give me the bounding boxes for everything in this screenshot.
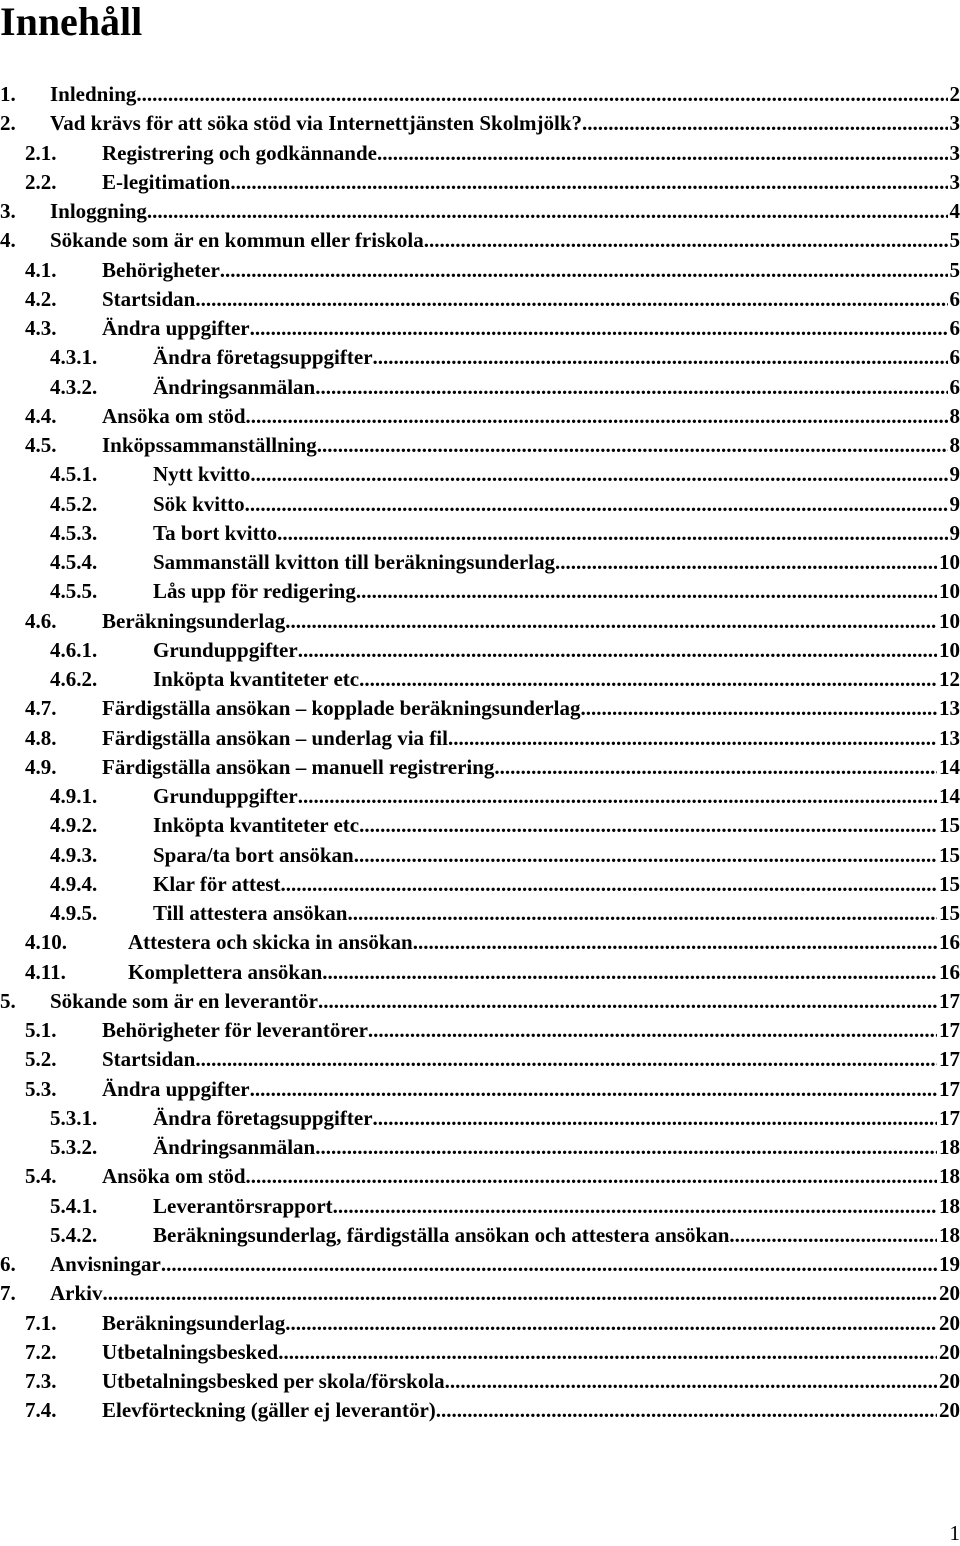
toc-entry-page: 9 — [949, 520, 960, 545]
toc-entry-number: 4.6. — [25, 608, 57, 633]
toc-leader-dots — [277, 519, 947, 548]
toc-entry-page: 5 — [949, 228, 960, 253]
toc-leader-dots — [103, 1279, 938, 1308]
toc-leader-dots — [359, 811, 937, 840]
toc-leader-dots — [582, 109, 947, 138]
toc-leader-dots — [368, 1016, 937, 1045]
toc-entry-page: 5 — [949, 257, 960, 282]
toc-entry-label: Sökande som är en kommun eller friskola — [50, 228, 424, 253]
toc-entry-page: 13 — [939, 696, 960, 721]
toc-entry[interactable] — [0, 899, 960, 928]
toc-entry[interactable] — [0, 782, 960, 811]
toc-entry-page: 3 — [949, 111, 960, 136]
toc-leader-dots — [285, 607, 937, 636]
toc-entry-label: Inloggning — [50, 199, 147, 223]
toc-entry-number: 2.1. — [25, 140, 57, 165]
toc-leader-dots — [250, 1075, 937, 1104]
toc-entry[interactable] — [0, 1309, 960, 1338]
toc-entry-page: 4 — [949, 199, 960, 223]
toc-entry-page: 3 — [949, 169, 960, 194]
toc-entry-label: Ändra uppgifter — [102, 1076, 250, 1101]
toc-leader-dots — [250, 460, 947, 489]
toc-entry-page: 20 — [939, 1339, 960, 1364]
toc-entry-number: 5.1. — [25, 1018, 57, 1042]
toc-leader-dots — [195, 285, 947, 314]
toc-entry-label: Vad krävs för att söka stöd via Internettjänsten Skolmjölk? — [50, 111, 583, 136]
toc-leader-dots — [555, 548, 937, 577]
toc-entry[interactable] — [0, 958, 960, 987]
toc-entry[interactable] — [0, 1075, 960, 1104]
toc-entry-page: 10 — [939, 637, 960, 662]
toc-entry-page: 15 — [939, 871, 960, 896]
toc-leader-dots — [278, 1338, 937, 1367]
toc-leader-dots — [318, 987, 937, 1016]
toc-entry-label: Ändra företagsuppgifter — [153, 1105, 373, 1130]
toc-leader-dots — [220, 256, 948, 285]
toc-entry-page: 10 — [939, 550, 960, 574]
toc-leader-dots — [317, 431, 948, 460]
toc-entry-number: 4.9.1. — [50, 784, 98, 808]
toc-entry-label: Ta bort kvitto — [153, 520, 278, 545]
toc-entry-number: 5.4.2. — [50, 1222, 98, 1247]
toc-entry-label: Utbetalningsbesked per skola/förskola — [102, 1369, 445, 1393]
toc-entry-page: 18 — [939, 1193, 960, 1218]
toc-leader-dots — [413, 928, 937, 957]
toc-entry-number: 5. — [0, 988, 16, 1013]
toc-entry-number: 7.1. — [25, 1310, 57, 1335]
toc-entry-number: 5.4.1. — [50, 1193, 98, 1218]
toc-entry-label: Leverantörsrapport — [153, 1193, 333, 1218]
toc-entry-page: 20 — [939, 1369, 960, 1393]
toc-entry-page: 16 — [939, 959, 960, 984]
toc-entry-page: 15 — [939, 901, 960, 925]
toc-entry-number: 4.2. — [25, 286, 57, 311]
toc-entry[interactable] — [0, 226, 960, 255]
toc-entry-label: Klar för attest — [153, 871, 281, 896]
toc-entry-page: 17 — [939, 1047, 960, 1072]
toc-entry[interactable] — [0, 928, 960, 957]
toc-entry-label: E-legitimation — [102, 169, 231, 194]
toc-entry-number: 4.6.2. — [50, 667, 98, 691]
toc-entry-label: Nytt kvitto — [153, 462, 251, 487]
toc-entry-page: 10 — [939, 579, 960, 604]
toc-entry[interactable] — [0, 694, 960, 723]
toc-entry-page: 15 — [939, 813, 960, 838]
toc-entry-label: Arkiv — [50, 1281, 103, 1306]
toc-entry-page: 14 — [939, 784, 960, 808]
toc-entry-number: 4.5.2. — [50, 491, 98, 516]
toc-entry[interactable] — [0, 665, 960, 694]
toc-entry-number: 4.3.2. — [50, 374, 98, 399]
toc-leader-dots — [281, 870, 937, 899]
toc-entry-number: 5.3.2. — [50, 1135, 98, 1159]
toc-entry-number: 4.5.5. — [50, 579, 98, 604]
toc-entry[interactable] — [0, 1162, 960, 1191]
toc-entry-page: 17 — [939, 988, 960, 1013]
toc-entry-label: Inköpssammanställning — [102, 433, 317, 457]
toc-leader-dots — [322, 958, 937, 987]
toc-entry-number: 4.5. — [25, 433, 57, 457]
toc-entry[interactable] — [0, 285, 960, 314]
toc-entry-label: Attestera och skicka in ansökan — [128, 930, 413, 955]
toc-entry[interactable] — [0, 431, 960, 460]
toc-entry[interactable] — [0, 841, 960, 870]
toc-entry-number: 5.4. — [25, 1164, 57, 1189]
toc-entry-number: 7.2. — [25, 1339, 57, 1364]
toc-entry-number: 5.2. — [25, 1047, 57, 1072]
toc-entry[interactable] — [0, 1104, 960, 1133]
toc-entry-number: 7. — [0, 1281, 16, 1306]
toc-entry-label: Komplettera ansökan — [128, 959, 323, 984]
toc-entry-label: Inköpta kvantiteter etc — [153, 813, 360, 838]
toc-entry-number: 5.3. — [25, 1076, 57, 1101]
toc-entry-number: 7.4. — [25, 1398, 57, 1423]
toc-leader-dots — [250, 314, 948, 343]
toc-entry-label: Beräkningsunderlag, färdigställa ansökan och attestera ansökan — [153, 1222, 730, 1247]
toc-entry-number: 4.4. — [25, 403, 57, 428]
toc-entry[interactable] — [0, 636, 960, 665]
toc-entry-label: Spara/ta bort ansökan — [153, 842, 354, 867]
toc-entry-number: 2.2. — [25, 169, 57, 194]
toc-entry-number: 4.5.1. — [50, 462, 98, 487]
toc-entry-page: 9 — [949, 462, 960, 487]
toc-entry[interactable] — [0, 460, 960, 489]
toc-entry-page: 6 — [949, 286, 960, 311]
toc-leader-dots — [729, 1221, 937, 1250]
toc-entry-number: 7.3. — [25, 1369, 57, 1393]
toc-entry[interactable] — [0, 811, 960, 840]
toc-entry-number: 4.7. — [25, 696, 57, 721]
toc-entry[interactable] — [0, 1192, 960, 1221]
toc-entry-label: Till attestera ansökan — [153, 901, 348, 925]
toc-entry[interactable] — [0, 139, 960, 168]
toc-entry[interactable] — [0, 607, 960, 636]
toc-entry-page: 8 — [949, 403, 960, 428]
toc-entry-page: 17 — [939, 1105, 960, 1130]
toc-entry-label: Färdigställa ansökan – underlag via fil — [102, 725, 448, 750]
toc-leader-dots — [298, 782, 937, 811]
toc-entry[interactable] — [0, 109, 960, 138]
toc-leader-dots — [246, 402, 948, 431]
toc-leader-dots — [298, 636, 937, 665]
toc-entry-page: 20 — [939, 1281, 960, 1306]
toc-leader-dots — [333, 1192, 937, 1221]
toc-entry-label: Lås upp för redigering — [153, 579, 356, 604]
toc-leader-dots — [230, 168, 947, 197]
toc-entry-page: 19 — [939, 1252, 960, 1276]
toc-leader-dots — [445, 1367, 937, 1396]
toc-entry-label: Elevförteckning (gäller ej leverantör) — [102, 1398, 436, 1423]
toc-entry-number: 6. — [0, 1252, 16, 1276]
toc-entry[interactable] — [0, 1279, 960, 1308]
toc-entry[interactable] — [0, 80, 960, 109]
toc-leader-dots — [285, 1309, 937, 1338]
toc-leader-dots — [136, 80, 947, 109]
toc-leader-dots — [246, 1162, 937, 1191]
toc-entry-number: 4.3.1. — [50, 345, 98, 370]
toc-entry-page: 10 — [939, 608, 960, 633]
toc-entry-label: Startsidan — [102, 286, 196, 311]
toc-entry-number: 5.3.1. — [50, 1105, 98, 1130]
toc-entry[interactable] — [0, 1045, 960, 1074]
toc-entry[interactable] — [0, 870, 960, 899]
toc-leader-dots — [195, 1045, 937, 1074]
toc-entry-label: Grunduppgifter — [153, 637, 298, 662]
toc-entry-page: 18 — [939, 1135, 960, 1159]
toc-entry-label: Ändra uppgifter — [102, 316, 250, 340]
toc-entry-label: Sökande som är en leverantör — [50, 988, 318, 1013]
toc-entry[interactable] — [0, 1338, 960, 1367]
toc-entry-page: 18 — [939, 1164, 960, 1189]
toc-entry-label: Behörigheter — [102, 257, 220, 282]
toc-entry-label: Ändringsanmälan — [153, 374, 316, 399]
toc-entry-page: 8 — [949, 433, 960, 457]
toc-entry[interactable] — [0, 987, 960, 1016]
toc-entry[interactable] — [0, 753, 960, 782]
toc-entry-page: 17 — [939, 1018, 960, 1042]
toc-entry-page: 18 — [939, 1222, 960, 1247]
toc-entry-number: 4.5.4. — [50, 550, 98, 574]
toc-entry[interactable] — [0, 519, 960, 548]
toc-entry-number: 4.9.4. — [50, 871, 98, 896]
toc-entry-label: Sök kvitto — [153, 491, 245, 516]
toc-leader-dots — [373, 343, 948, 372]
toc-leader-dots — [424, 226, 948, 255]
toc-entry[interactable] — [0, 314, 960, 343]
toc-leader-dots — [315, 1133, 937, 1162]
toc-leader-dots — [315, 373, 947, 402]
toc-entry-label: Ansöka om stöd — [102, 1164, 246, 1189]
toc-entry-page: 6 — [949, 345, 960, 370]
toc-entry-page: 6 — [949, 374, 960, 399]
toc-entry[interactable] — [0, 343, 960, 372]
toc-entry[interactable] — [0, 1133, 960, 1162]
toc-leader-dots — [147, 197, 948, 226]
toc-entry-label: Beräkningsunderlag — [102, 1310, 286, 1335]
toc-leader-dots — [161, 1250, 937, 1279]
toc-entry-number: 4.11. — [25, 959, 66, 984]
toc-entry-page: 3 — [949, 140, 960, 165]
toc-entry[interactable] — [0, 1367, 960, 1396]
toc-entry-page: 13 — [939, 725, 960, 750]
toc-entry[interactable] — [0, 1396, 960, 1425]
toc-entry[interactable] — [0, 168, 960, 197]
toc-entry-number: 4.3. — [25, 316, 57, 340]
toc-entry-label: Grunduppgifter — [153, 784, 298, 808]
toc-entry-page: 17 — [939, 1076, 960, 1101]
toc-entry-number: 4. — [0, 228, 16, 253]
toc-leader-dots — [354, 841, 937, 870]
toc-entry[interactable] — [0, 373, 960, 402]
toc-entry-page: 9 — [949, 491, 960, 516]
toc-leader-dots — [436, 1396, 937, 1425]
toc-entry[interactable] — [0, 197, 960, 226]
toc-entry[interactable] — [0, 548, 960, 577]
toc-entry-label: Ansöka om stöd — [102, 403, 246, 428]
toc-entry[interactable] — [0, 490, 960, 519]
toc-entry-number: 2. — [0, 111, 16, 136]
toc-entry-page: 14 — [939, 754, 960, 779]
toc-entry-number: 4.9.2. — [50, 813, 98, 838]
toc-entry-page: 20 — [939, 1398, 960, 1423]
toc-entry-page: 6 — [949, 316, 960, 340]
toc-entry-label: Registrering och godkännande — [102, 140, 377, 165]
toc-entry-number: 4.9.3. — [50, 842, 98, 867]
toc-entry[interactable] — [0, 402, 960, 431]
toc-entry-number: 4.10. — [25, 930, 67, 955]
toc-entry-page: 20 — [939, 1310, 960, 1335]
toc-entry-number: 4.9.5. — [50, 901, 98, 925]
toc-leader-dots — [359, 665, 937, 694]
toc-leader-dots — [494, 753, 937, 782]
toc-entry-label: Startsidan — [102, 1047, 196, 1072]
toc-leader-dots — [373, 1104, 937, 1133]
toc-entry-label: Ändringsanmälan — [153, 1135, 316, 1159]
page-title: Innehåll — [0, 0, 143, 44]
toc-entry-label: Utbetalningsbesked — [102, 1339, 279, 1364]
toc-entry[interactable] — [0, 1221, 960, 1250]
toc-leader-dots — [356, 577, 937, 606]
toc-leader-dots — [580, 694, 937, 723]
toc-entry-page: 16 — [939, 930, 960, 955]
toc-entry[interactable] — [0, 577, 960, 606]
toc-entry-label: Färdigställa ansökan – kopplade beräkningsunderlag — [102, 696, 581, 721]
toc-entry[interactable] — [0, 1016, 960, 1045]
toc-entry-number: 1. — [0, 82, 16, 106]
toc-entry-page: 15 — [939, 842, 960, 867]
toc-entry-label: Behörigheter för leverantörer — [102, 1018, 368, 1042]
toc-entry[interactable] — [0, 724, 960, 753]
toc-entry-label: Ändra företagsuppgifter — [153, 345, 373, 370]
toc-entry-label: Inledning — [50, 82, 137, 106]
toc-entry-page: 12 — [939, 667, 960, 691]
toc-entry-label: Sammanställ kvitton till beräkningsunderlag — [153, 550, 555, 574]
toc-entry-number: 4.5.3. — [50, 520, 98, 545]
toc-leader-dots — [377, 139, 948, 168]
toc-entry-number: 4.8. — [25, 725, 57, 750]
toc-entry-number: 3. — [0, 199, 16, 223]
toc-entry[interactable] — [0, 256, 960, 285]
toc-entry-label: Inköpta kvantiteter etc — [153, 667, 360, 691]
toc-entry-page: 2 — [949, 82, 960, 106]
toc-leader-dots — [347, 899, 937, 928]
toc-entry-number: 4.6.1. — [50, 637, 98, 662]
toc-entry-label: Beräkningsunderlag — [102, 608, 286, 633]
toc-leader-dots — [245, 490, 948, 519]
page-number: 1 — [949, 1521, 960, 1545]
toc-entry-label: Anvisningar — [50, 1252, 161, 1276]
toc-entry-number: 4.9. — [25, 754, 57, 779]
toc-entry-label: Färdigställa ansökan – manuell registrering — [102, 754, 495, 779]
toc-entry[interactable] — [0, 1250, 960, 1279]
toc-entry-number: 4.1. — [25, 257, 57, 282]
toc-leader-dots — [448, 724, 937, 753]
